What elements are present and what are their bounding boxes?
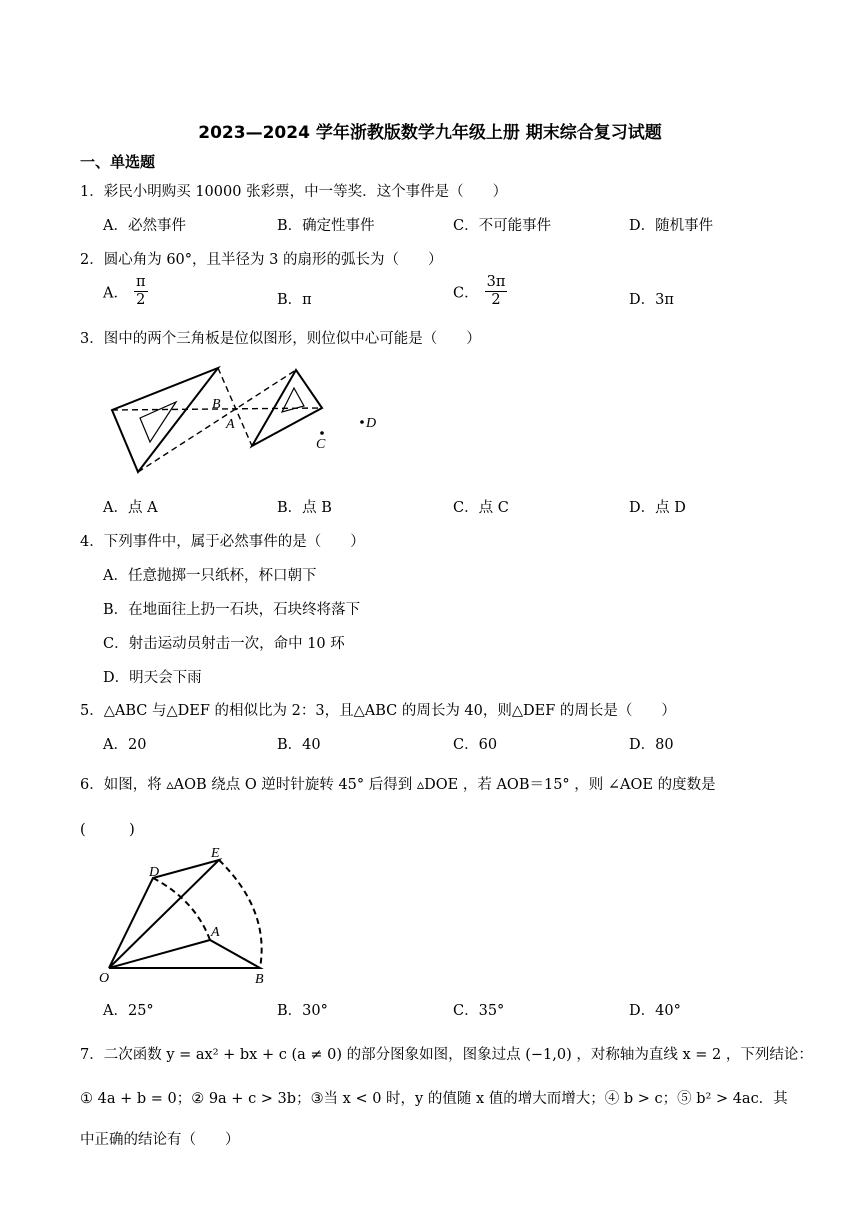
q6-option-a: A．25° xyxy=(103,1003,154,1019)
q2-option-c-label: C． xyxy=(453,285,479,302)
q3-triangle-figure xyxy=(100,360,400,480)
question-7-line-3: 中正确的结论有（ ） xyxy=(80,1132,240,1148)
q3-option-c: C．点 C xyxy=(453,500,509,516)
label-o: O xyxy=(99,971,110,986)
q4-option-d: D．明天会下雨 xyxy=(103,670,202,686)
label-d: D xyxy=(366,416,377,431)
point-c xyxy=(320,431,324,435)
q1-option-a: A．必然事件 xyxy=(103,218,186,234)
q6-option-c: C．35° xyxy=(453,1003,505,1019)
q4-option-a: A．任意抛掷一只纸杯，杯口朝下 xyxy=(103,568,317,584)
q3-option-d: D．点 D xyxy=(629,500,686,516)
q5-option-d: D．80 xyxy=(629,737,674,753)
question-7-line-1: 7．二次函数 y = ax² + bx + c (a ≠ 0) 的部分图象如图，图象过点 (−1,0) ，对称轴为直线 x = 2 ，下列结论： xyxy=(80,1047,813,1063)
question-7-line-2: ① 4a + b = 0；② 9a + c > 3b；③当 x < 0 时，y 的值随 x 值的增大而增大；④ b > c；⑤ b² > 4ac．其 xyxy=(80,1091,788,1107)
q5-option-a: A．20 xyxy=(103,737,147,753)
label-a: A xyxy=(226,417,235,432)
question-3-stem: 3．图中的两个三角板是位似图形，则位似中心可能是（ ） xyxy=(80,331,481,347)
q6-option-d: D．40° xyxy=(629,1003,681,1019)
question-4-stem: 4．下列事件中，属于必然事件的是（ ） xyxy=(80,534,365,550)
label-e: E xyxy=(211,846,220,861)
dashed-line-2 xyxy=(218,368,252,446)
q2-option-c xyxy=(453,274,507,310)
q2-option-a-label: A． xyxy=(103,285,128,302)
dashed-line-3 xyxy=(138,370,296,472)
q6-rotation-figure xyxy=(95,840,285,990)
q6-option-b: B．30° xyxy=(277,1003,328,1019)
q2-option-a xyxy=(103,274,148,310)
q4-option-b: B．在地面往上扔一石块，石块终将落下 xyxy=(103,602,361,618)
q4-option-c: C．射击运动员射击一次，命中 10 环 xyxy=(103,636,345,652)
section-heading: 一、单选题 xyxy=(80,153,156,171)
q2-option-b: B．π xyxy=(277,292,312,308)
q1-option-d: D．随机事件 xyxy=(629,218,714,234)
label-b: B xyxy=(212,397,221,412)
point-d xyxy=(360,420,364,424)
q2-option-a-fraction xyxy=(134,274,148,310)
triangle-aob xyxy=(109,940,260,968)
question-6-stem: 6．如图，将 ▵AOB 绕点 O 逆时针旋转 45° 后得到 ▵DOE ，若 AOB＝15° ，则 ∠AOE 的度数是 xyxy=(80,777,716,793)
fraction-denominator: 2 xyxy=(491,292,501,309)
question-5-stem: 5．△ABC 与△DEF 的相似比为 2：3，且△ABC 的周长为 40，则△DEF 的周长是（ ） xyxy=(80,703,676,719)
label-d: D xyxy=(149,865,160,880)
page-title: 2023—2024 学年浙教版数学九年级上册 期末综合复习试题 xyxy=(198,123,662,143)
q1-option-c: C．不可能事件 xyxy=(453,218,552,234)
q5-option-c: C．60 xyxy=(453,737,498,753)
arc-a-to-d xyxy=(153,878,210,940)
q2-option-c-fraction xyxy=(485,274,508,310)
label-b: B xyxy=(255,972,264,987)
fraction-numerator: π xyxy=(134,274,148,292)
label-c: C xyxy=(316,437,326,452)
question-1-stem: 1．彩民小明购买 10000 张彩票，中一等奖．这个事件是（ ） xyxy=(80,184,508,200)
arc-b-to-e xyxy=(219,860,262,968)
fraction-denominator: 2 xyxy=(136,292,146,309)
question-6-stem-continued: ( ) xyxy=(80,822,135,838)
q5-option-b: B．40 xyxy=(277,737,321,753)
q1-option-b: B．确定性事件 xyxy=(277,218,375,234)
q3-option-b: B．点 B xyxy=(277,500,332,516)
large-triangle-inner xyxy=(140,402,176,442)
fraction-numerator: 3π xyxy=(485,274,508,292)
question-2-stem: 2．圆心角为 60°，且半径为 3 的扇形的弧长为（ ） xyxy=(80,252,443,268)
q2-option-d: D．3π xyxy=(629,292,674,308)
label-a: A xyxy=(211,925,220,940)
q3-option-a: A．点 A xyxy=(103,500,158,516)
